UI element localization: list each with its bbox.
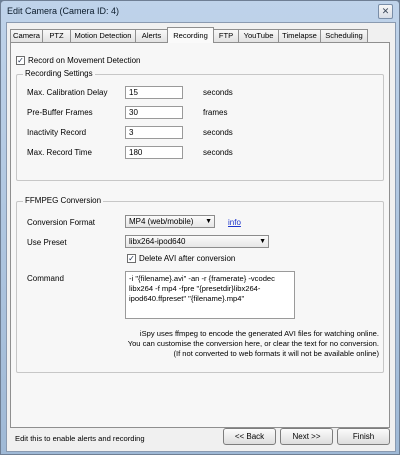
command-textarea[interactable]: -i "{filename}.avi" -an -r {framerate} -vcodec libx264 -f mp4 -fpre "{presetdir}libx264-ipod640.ffpreset" "{filename}.mp4" [125, 271, 295, 319]
recording-panel [10, 42, 390, 428]
inactivity-record-label: Inactivity Record [27, 128, 87, 137]
dialog-client-area [6, 22, 396, 452]
max-calibration-delay-label: Max. Calibration Delay [27, 88, 108, 97]
tab-motion-detection[interactable]: Motion Detection [70, 29, 136, 42]
tab-recording[interactable]: Recording [167, 27, 214, 43]
use-preset-select[interactable] [125, 235, 269, 248]
use-preset-label: Use Preset [27, 238, 67, 247]
record-on-motion-checkbox[interactable]: ✓ [17, 56, 24, 65]
delete-avi-checkbox[interactable]: ✓ [128, 254, 135, 263]
title-bar[interactable] [1, 1, 399, 21]
delete-avi-label: Delete AVI after conversion [139, 254, 236, 263]
max-calibration-delay-unit: seconds [203, 88, 233, 97]
ffmpeg-info-line: (If not converted to web formats it will not be available online) [173, 349, 379, 358]
recording-settings-title: Recording Settings [25, 69, 93, 78]
record-on-motion-label: Record on Movement Detection [28, 56, 141, 65]
tab-strip [10, 27, 390, 43]
tab-youtube[interactable]: YouTube [238, 29, 279, 42]
tab-alerts[interactable]: Alerts [135, 29, 168, 42]
command-label: Command [27, 274, 64, 283]
inactivity-record-unit: seconds [203, 128, 233, 137]
tab-ptz[interactable]: PTZ [42, 29, 71, 42]
back-button[interactable]: << Back [223, 428, 276, 445]
ffmpeg-conversion-group [16, 196, 384, 373]
chevron-down-icon: ▼ [205, 218, 212, 225]
max-record-time-unit: seconds [203, 148, 233, 157]
window-title: Edit Camera (Camera ID: 4) [7, 6, 120, 16]
max-record-time-input[interactable]: 180 [125, 146, 183, 159]
conversion-format-label: Conversion Format [27, 218, 96, 227]
chevron-down-icon: ▼ [259, 238, 266, 245]
max-record-time-label: Max. Record Time [27, 148, 92, 157]
tab-timelapse[interactable]: Timelapse [278, 29, 321, 42]
ffmpeg-conversion-title: FFMPEG Conversion [25, 196, 102, 205]
ffmpeg-info-line: You can customise the conversion here, or clear the text for no conversion. [127, 339, 379, 348]
next-button[interactable]: Next >> [280, 428, 333, 445]
max-calibration-delay-input[interactable]: 15 [125, 86, 183, 99]
tab-camera[interactable]: Camera [10, 29, 43, 42]
tab-ftp[interactable]: FTP [213, 29, 239, 42]
pre-buffer-frames-unit: frames [203, 108, 228, 117]
status-text: Edit this to enable alerts and recording [15, 434, 145, 443]
recording-settings-group [16, 69, 384, 181]
ffmpeg-info-line: iSpy uses ffmpeg to encode the generated AVI files for watching online. [139, 329, 379, 338]
pre-buffer-frames-input[interactable]: 30 [125, 106, 183, 119]
ffmpeg-info-text [128, 329, 379, 359]
inactivity-record-input[interactable]: 3 [125, 126, 183, 139]
finish-button[interactable]: Finish [337, 428, 390, 445]
info-link[interactable]: info [228, 218, 241, 227]
pre-buffer-frames-label: Pre-Buffer Frames [27, 108, 93, 117]
tab-scheduling[interactable]: Scheduling [320, 29, 368, 42]
conversion-format-select[interactable] [125, 215, 215, 228]
close-icon[interactable]: ✕ [378, 4, 393, 19]
use-preset-value: libx264-ipod640 [129, 237, 186, 246]
conversion-format-value: MP4 (web/mobile) [129, 217, 194, 226]
